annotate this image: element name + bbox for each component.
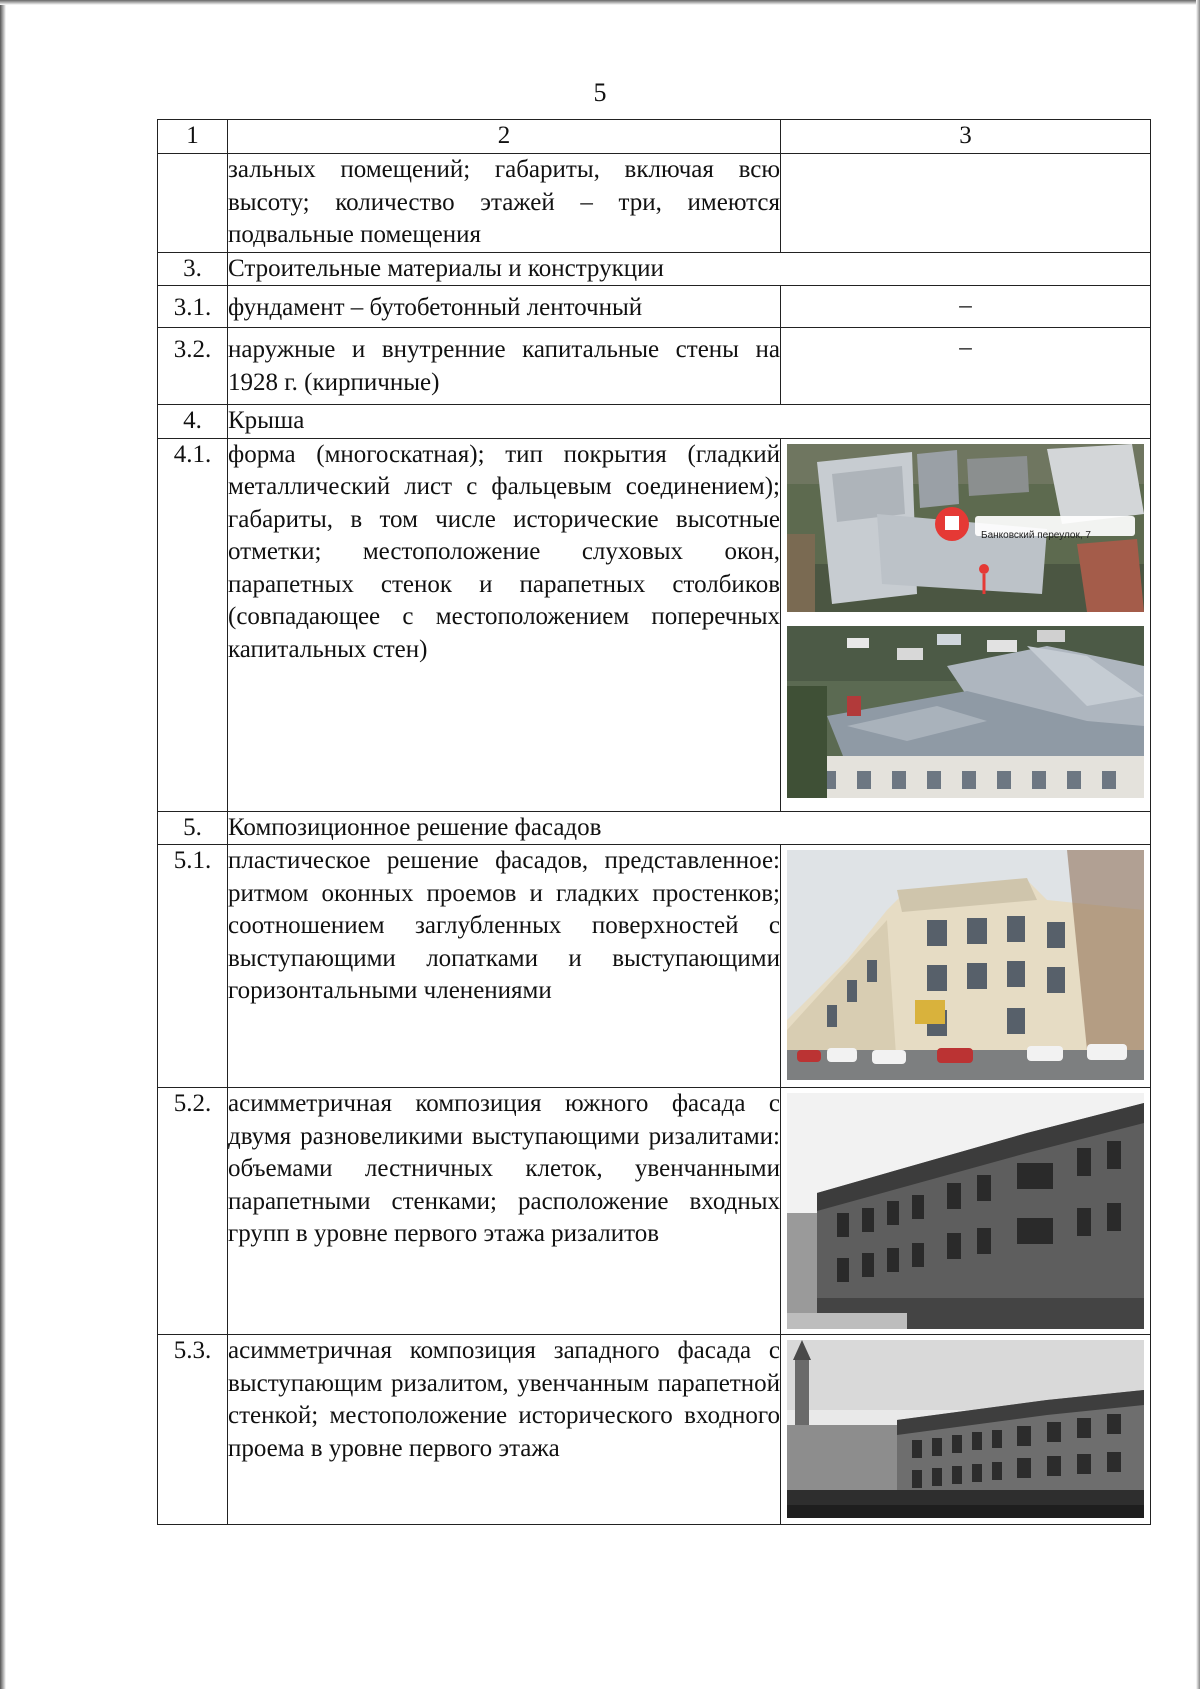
heritage-table	[157, 119, 1151, 1525]
section-title: Крыша	[228, 405, 1151, 439]
row-photos	[781, 438, 1151, 811]
row-text: асимметричная композиция западного фасада с выступающим ризалитом, увенчанным парапетной стенкой; местоположение исторического входного проема в уровне первого этажа	[228, 1335, 781, 1525]
table-row	[158, 328, 1151, 405]
row-text: форма (многоскатная); тип покрытия (гладкий металлический лист с фальцевым соединением); габариты, в том числе исторические высотные отметки; местоположение слуховых окон, парапетных стенок и парапетных столбиков (совпадающее с местоположением поперечных капитальных стен)	[228, 438, 781, 811]
section-title: Композиционное решение фасадов	[228, 811, 1151, 845]
south-facade-photo	[787, 1093, 1144, 1329]
table-row	[158, 438, 1151, 811]
table-row	[158, 1335, 1151, 1525]
row-number: 4.1.	[158, 438, 228, 811]
row-note	[781, 328, 1151, 405]
row-text: фундамент – бутобетонный ленточный	[228, 286, 781, 328]
map-label: Банковский переулок, 7	[981, 529, 1091, 541]
row-text: зальных помещений; габариты, включая всю высоту; количество этажей – три, имеются подвальные помещения	[228, 154, 781, 253]
row-number: 5.2.	[158, 1088, 228, 1335]
dash-mark: –	[959, 292, 972, 319]
facade-photo	[787, 850, 1144, 1080]
row-number: 4.	[158, 405, 228, 439]
table-section-row	[158, 811, 1151, 845]
row-number: 3.1.	[158, 286, 228, 328]
roof-photo	[787, 626, 1144, 798]
row-text: асимметричная композиция южного фасада с двумя разновеликими выступающими ризалитами: объемами лестничных клеток, увенчанными парапетными стенками; расположение входных групп в уровне первого этажа ризалитов	[228, 1088, 781, 1335]
header-cell: 1	[158, 120, 228, 154]
aerial-map-photo	[787, 444, 1144, 612]
row-number	[158, 154, 228, 253]
row-photos	[781, 1335, 1151, 1525]
scan-edge	[1196, 0, 1200, 1689]
historic-west-facade-photo	[787, 1340, 1144, 1518]
row-number: 5.1.	[158, 845, 228, 1088]
header-cell: 3	[781, 120, 1151, 154]
row-photos	[781, 1088, 1151, 1335]
dash-mark: –	[959, 334, 972, 361]
row-number: 5.	[158, 811, 228, 845]
section-title: Строительные материалы и конструкции	[228, 252, 1151, 286]
row-number: 5.3.	[158, 1335, 228, 1525]
page-number: 5	[593, 78, 607, 107]
row-number: 3.	[158, 252, 228, 286]
table-section-row	[158, 252, 1151, 286]
scan-edge	[0, 0, 6, 1689]
scan-edge	[0, 0, 1200, 5]
row-note	[781, 286, 1151, 328]
table-header-row	[158, 120, 1151, 154]
row-number: 3.2.	[158, 328, 228, 405]
table-row	[158, 286, 1151, 328]
header-cell: 2	[228, 120, 781, 154]
table-row	[158, 845, 1151, 1088]
row-text: пластическое решение фасадов, представленное: ритмом оконных проемов и гладких простенков; соотношением заглубленных поверхностей с выступающими лопатками и выступающими горизонтальными членениями	[228, 845, 781, 1088]
row-note	[781, 154, 1151, 253]
row-text: наружные и внутренние капитальные стены на 1928 г. (кирпичные)	[228, 328, 781, 405]
row-photos	[781, 845, 1151, 1088]
table-section-row	[158, 405, 1151, 439]
table-row	[158, 154, 1151, 253]
table-row	[158, 1088, 1151, 1335]
